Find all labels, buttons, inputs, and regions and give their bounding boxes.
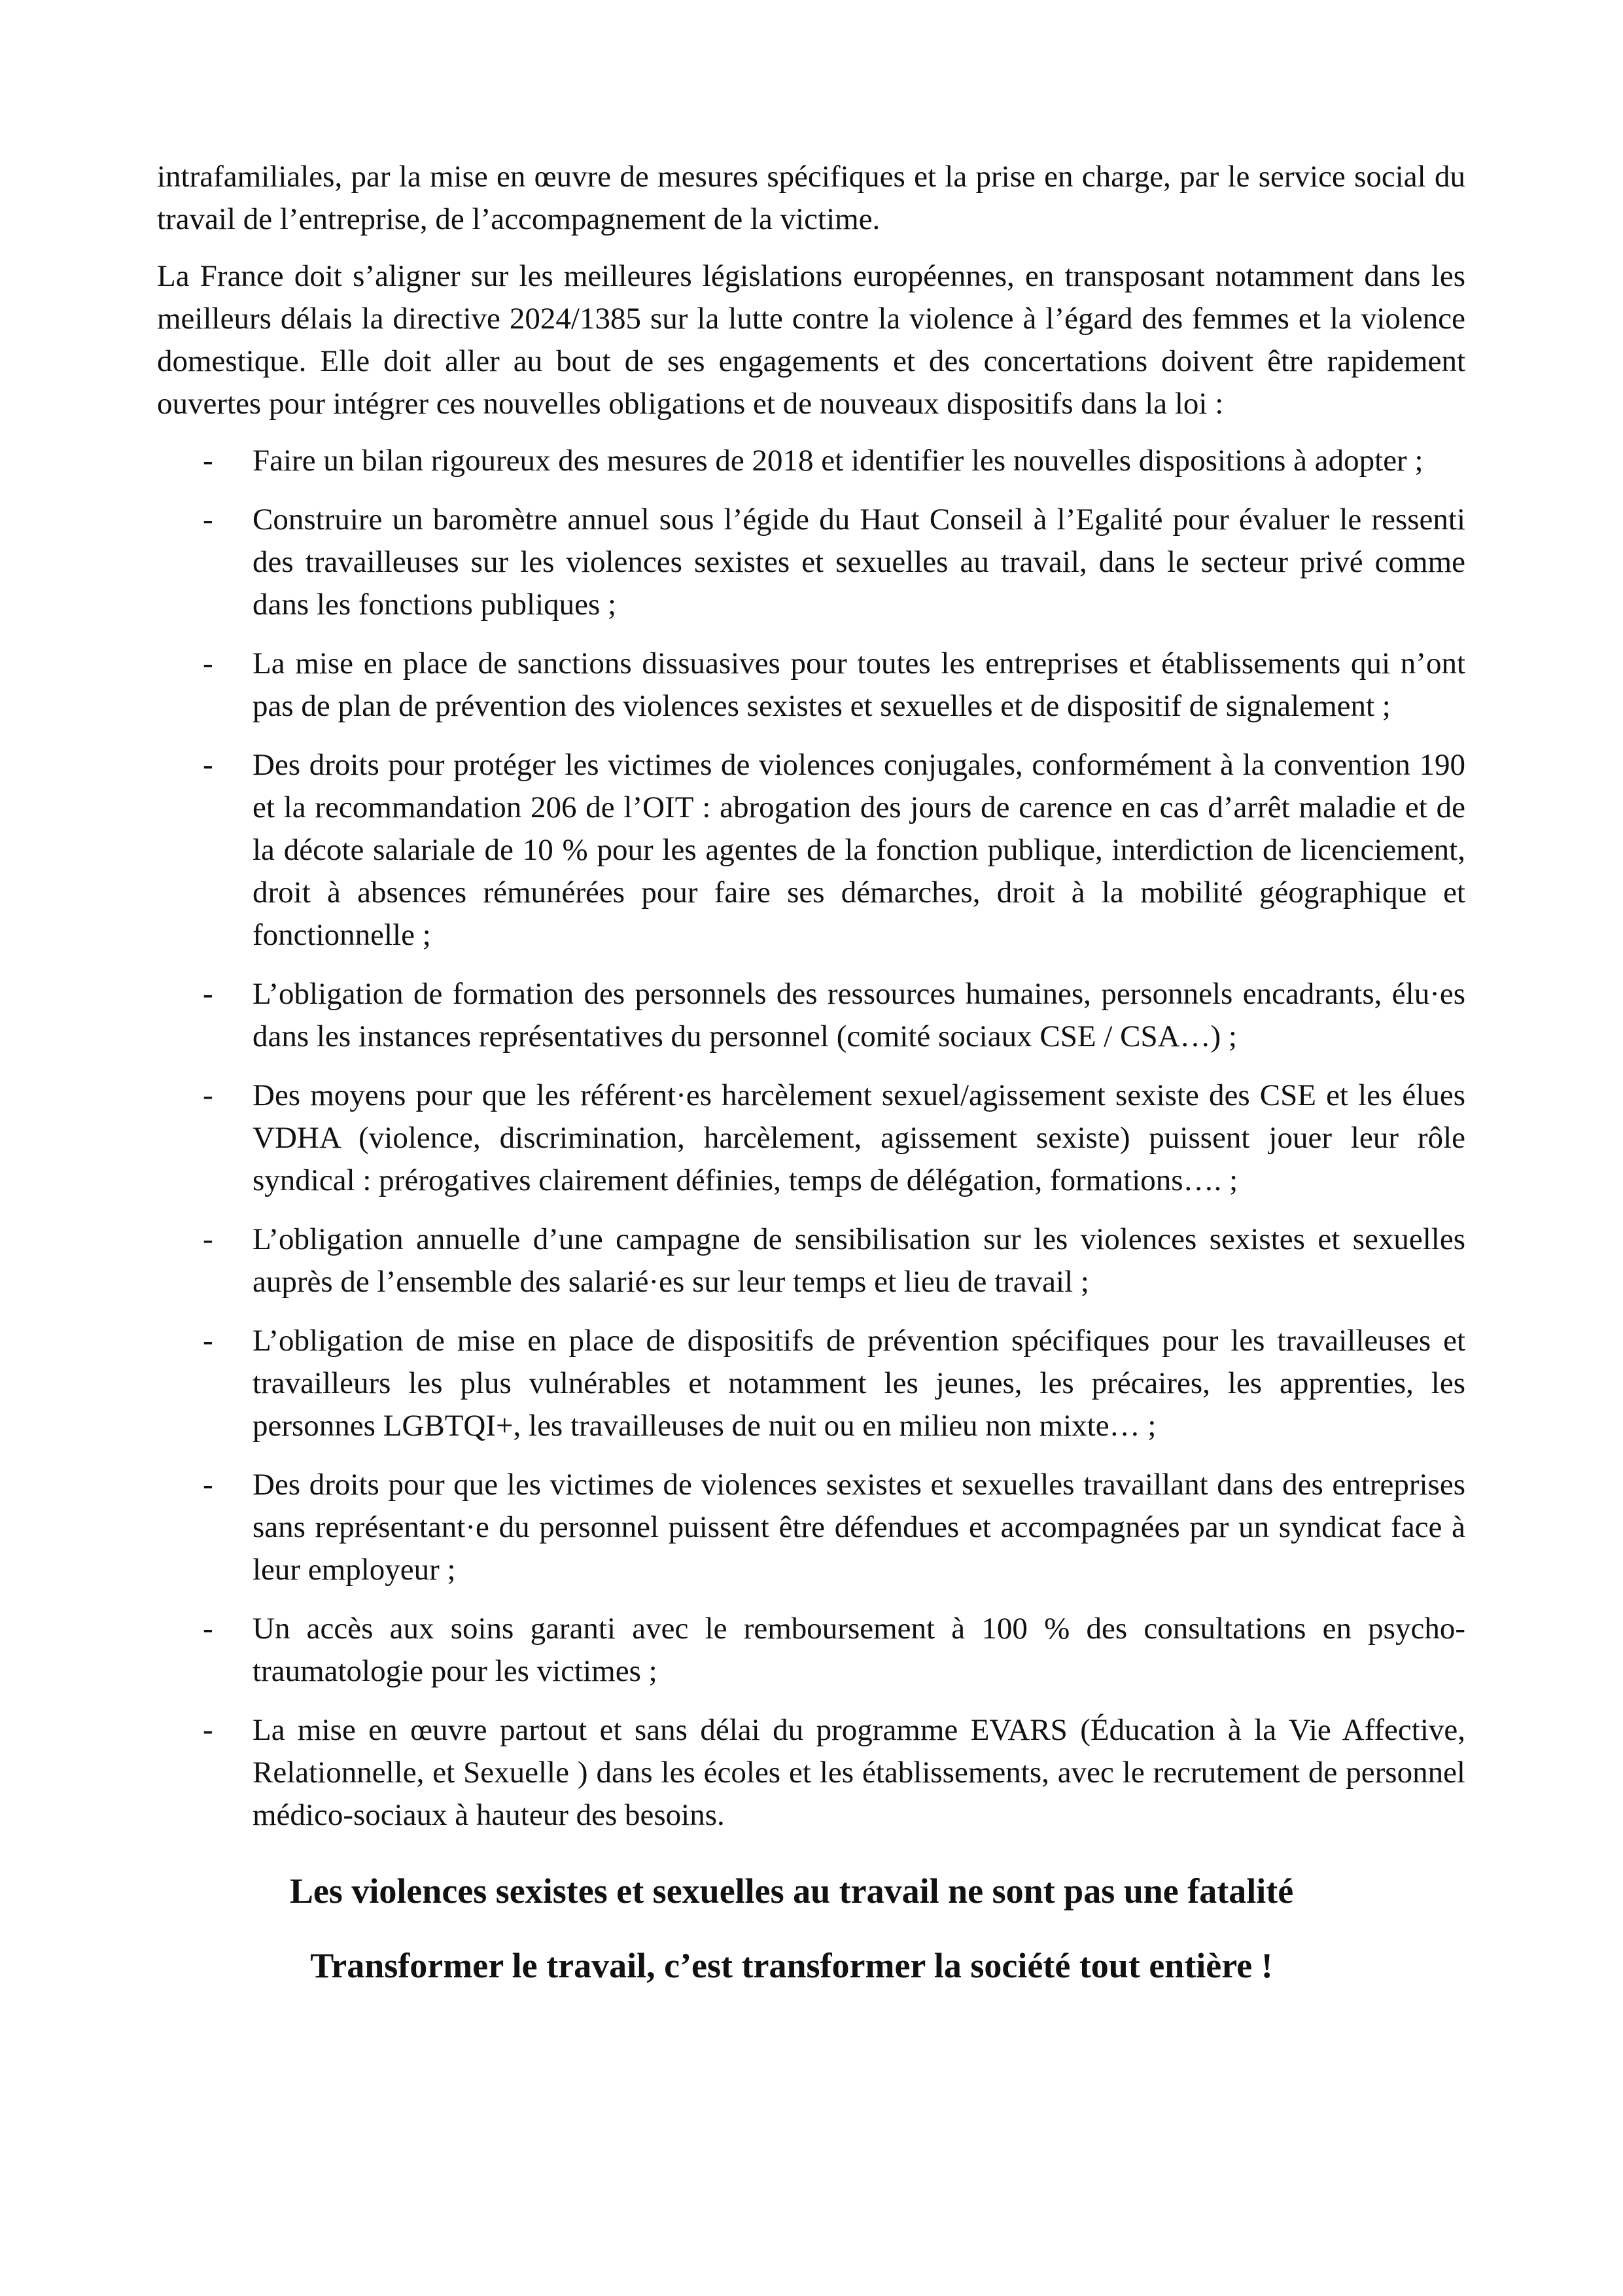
demand-item (157, 744, 1465, 957)
slogan-not-fatality: Les violences sexistes et sexuelles au travail ne sont pas une fatalité (289, 1871, 1294, 1911)
dash-bullet-icon: - (203, 1713, 213, 1747)
dash-bullet-icon: - (203, 1468, 213, 1502)
dash-bullet-icon: - (203, 977, 213, 1011)
demand-item (157, 499, 1465, 626)
demand-item (157, 440, 1465, 482)
demand-text: La mise en œuvre partout et sans délai du programme EVARS (Éducation à la Vie Affective, Relationnelle, et Sexuelle ) dans les écoles et les établissements, avec le recrutement de personnel médico-sociaux à hauteur des besoins. (253, 1713, 1465, 1832)
demand-text: Des droits pour que les victimes de violences sexistes et sexuelles travaillant dans des entreprises sans représentant·e du personnel puissent être défendues et accompagnées par un syndicat face à leur employeur ; (253, 1468, 1465, 1587)
demand-item (157, 1320, 1465, 1447)
dash-bullet-icon: - (203, 1222, 213, 1256)
demand-text: L’obligation de mise en place de dispositifs de prévention spécifiques pour les travailleuses et travailleurs les plus vulnérables et notamment les jeunes, les précaires, les apprenties, les personnes LGBTQI+, les travailleuses de nuit ou en milieu non mixte… ; (253, 1324, 1465, 1443)
demand-item (157, 1464, 1465, 1591)
dash-bullet-icon: - (203, 444, 213, 478)
closing-slogans (157, 1868, 1465, 1988)
demand-item (157, 973, 1465, 1058)
dash-bullet-icon: - (203, 1324, 213, 1358)
demand-text: Construire un baromètre annuel sous l’égide du Haut Conseil à l’Egalité pour évaluer le ressenti des travailleuses sur les violences sexistes et sexuelles au travail, dans le secteur privé comme dans les fonctions publiques ; (253, 503, 1465, 622)
demand-item (157, 643, 1465, 728)
demand-text: L’obligation annuelle d’une campagne de sensibilisation sur les violences sexistes et sexuelles auprès de l’ensemble des salarié·es sur leur temps et lieu de travail ; (253, 1222, 1465, 1299)
slogan-transform-work: Transformer le travail, c’est transformer la société tout entière ! (310, 1946, 1273, 1985)
demand-text: La mise en place de sanctions dissuasives pour toutes les entreprises et établissements qui n’ont pas de plan de prévention des violences sexistes et sexuelles et de dispositif de signalement ; (253, 646, 1465, 723)
demand-item (157, 1608, 1465, 1693)
demand-text: Un accès aux soins garanti avec le remboursement à 100 % des consultations en psycho-traumatologie pour les victimes ; (253, 1612, 1465, 1688)
intro-paragraph-continuation: intrafamiliales, par la mise en œuvre de mesures spécifiques et la prise en charge, par le service social du travail de l’entreprise, de l’accompagnement de la victime. (157, 160, 1465, 236)
dash-bullet-icon: - (203, 646, 213, 680)
dash-bullet-icon: - (203, 503, 213, 537)
document-page (157, 156, 1465, 2017)
demand-item (157, 1218, 1465, 1303)
demand-text: Des moyens pour que les référent·es harcèlement sexuel/agissement sexiste des CSE et les élues VDHA (violence, discrimination, harcèlement, agissement sexiste) puissent jouer leur rôle syndical : prérogatives clairement définies, temps de délégation, formations…. ; (253, 1078, 1465, 1197)
dash-bullet-icon: - (203, 1612, 213, 1646)
demands-list (157, 440, 1465, 1837)
demand-item (157, 1709, 1465, 1837)
demand-text: L’obligation de formation des personnels des ressources humaines, personnels encadrants, élu·es dans les instances représentatives du personnel (comité sociaux CSE / CSA…) ; (253, 977, 1465, 1053)
demand-text: Faire un bilan rigoureux des mesures de 2018 et identifier les nouvelles dispositions à adopter ; (253, 444, 1423, 478)
intro-paragraph-france: La France doit s’aligner sur les meilleures législations européennes, en transposant notamment dans les meilleurs délais la directive 2024/1385 sur la lutte contre la violence à l’égard des femmes et la violence domestique. Elle doit aller au bout de ses engagements et des concertations doivent être rapidement ouvertes pour intégrer ces nouvelles obligations et de nouveaux dispositifs dans la loi : (157, 259, 1465, 421)
demand-item (157, 1074, 1465, 1202)
dash-bullet-icon: - (203, 748, 213, 782)
demand-text: Des droits pour protéger les victimes de violences conjugales, conformément à la convention 190 et la recommandation 206 de l’OIT : abrogation des jours de carence en cas d’arrêt maladie et de la décote salariale de 10 % pour les agentes de la fonction publique, interdiction de licenciement, droit à absences rémunérées pour faire ses démarches, droit à la mobilité géographique et fonctionnelle ; (253, 748, 1465, 952)
dash-bullet-icon: - (203, 1078, 213, 1112)
